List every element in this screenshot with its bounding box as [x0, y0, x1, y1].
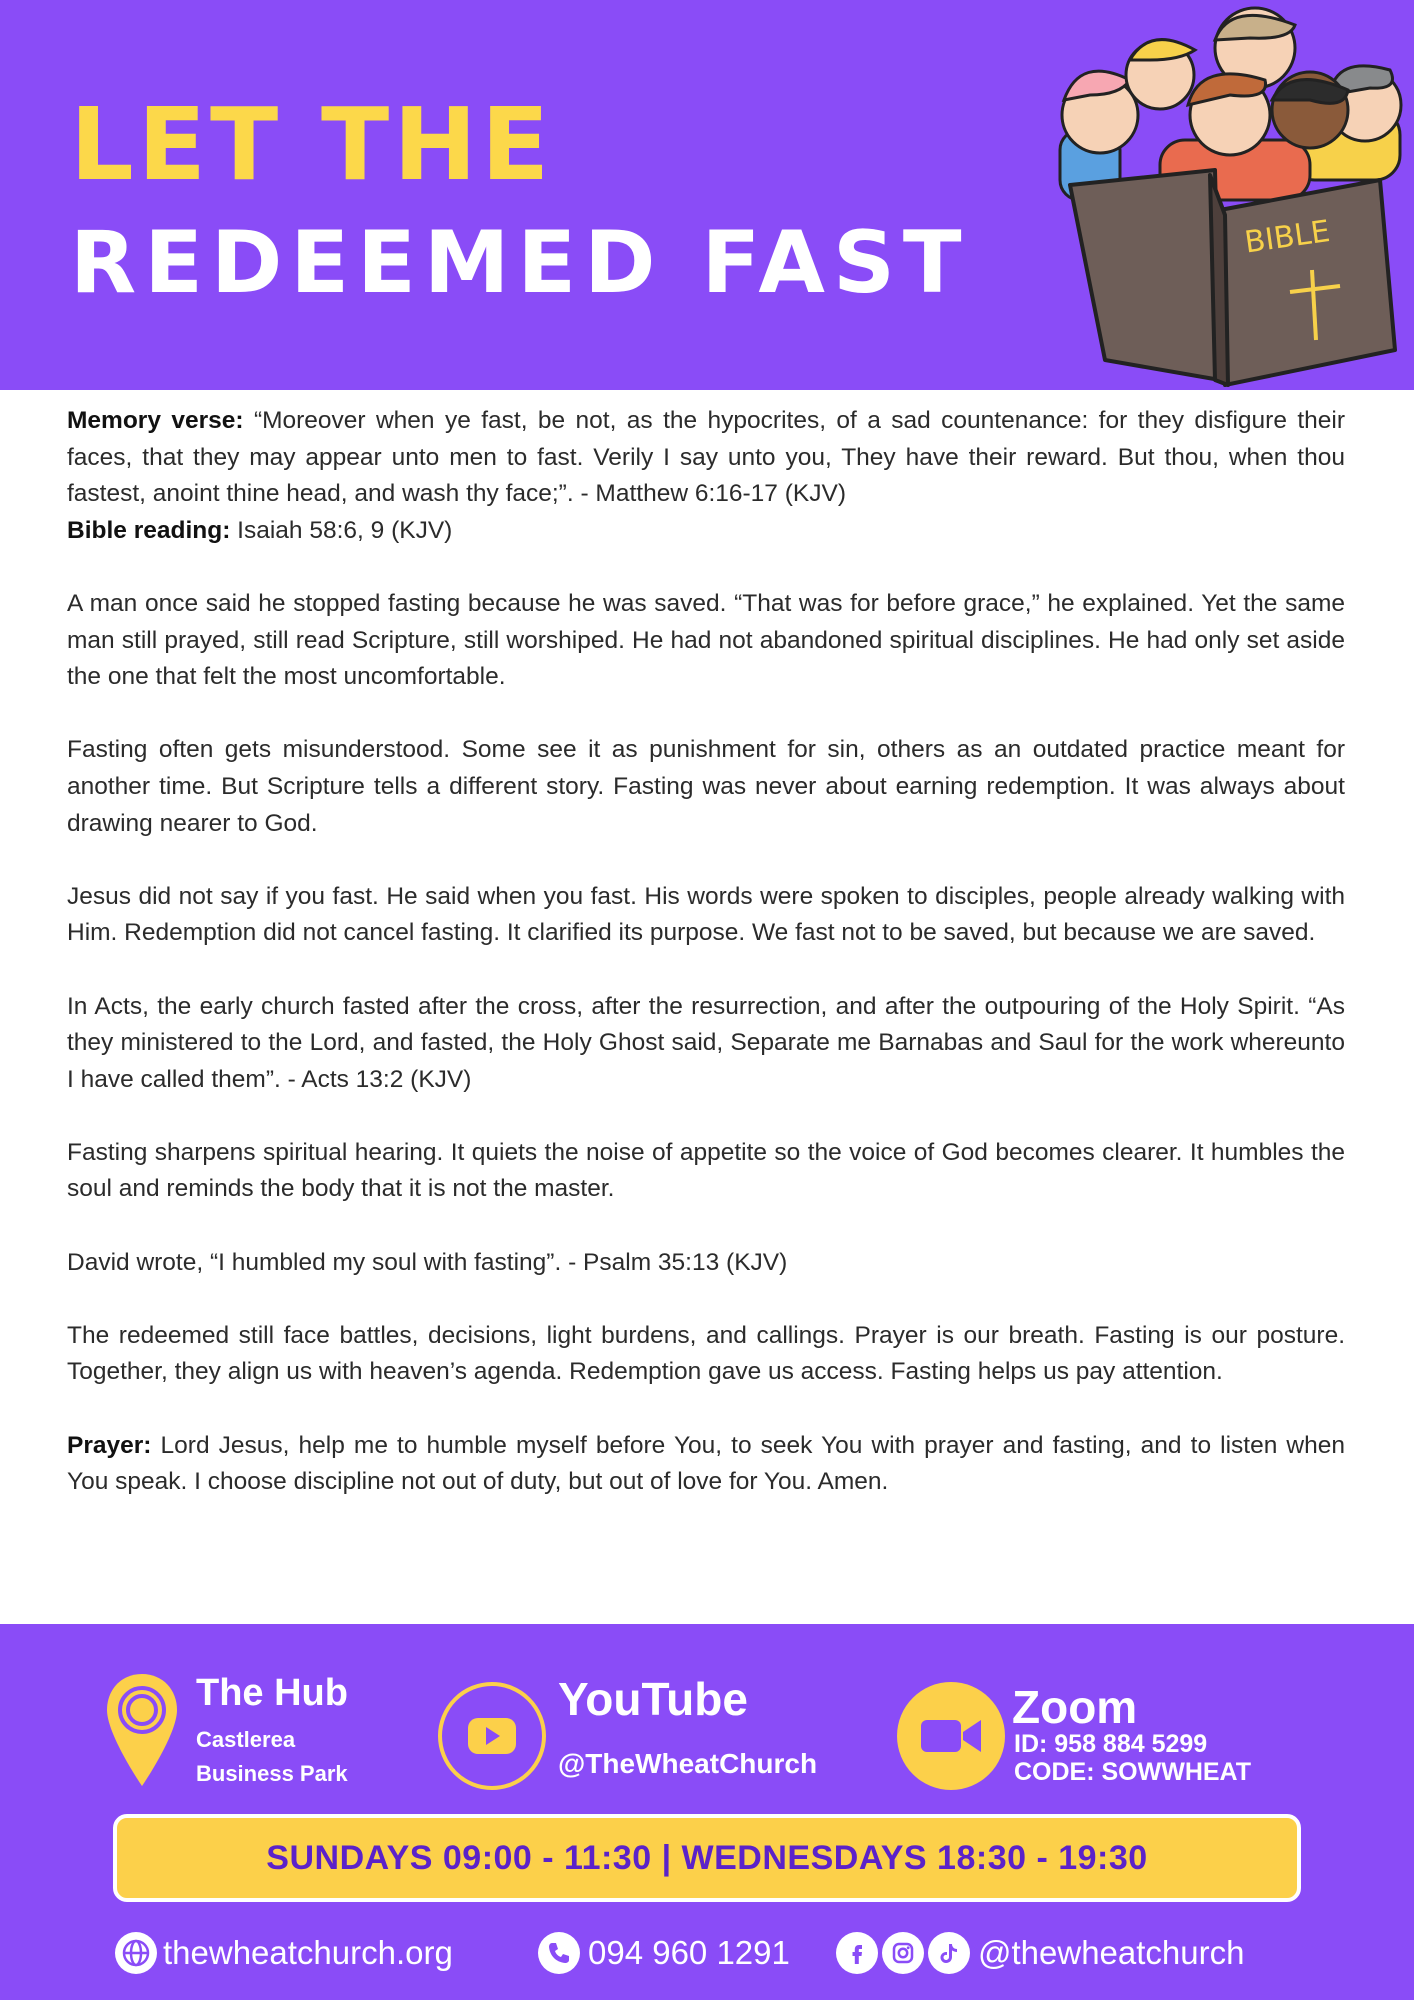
prayer-text: Lord Jesus, help me to humble myself before You, to seek You with prayer and fasting, and to listen when You speak. I choose discipline not out of duty, but out of love for You. Amen. — [67, 1431, 1345, 1496]
globe-icon — [115, 1932, 157, 1974]
hub-address-line1: Castlerea — [196, 1727, 296, 1752]
youtube-play-icon — [436, 1680, 548, 1792]
social-handle[interactable]: @thewheatchurch — [978, 1934, 1245, 1971]
phone-number[interactable]: 094 960 1291 — [588, 1934, 790, 1971]
prayer — [67, 1428, 1345, 1501]
memory-verse — [67, 403, 1345, 513]
title-line-1: LET THE — [70, 86, 554, 203]
paragraph: Fasting sharpens spiritual hearing. It quiets the noise of appetite so the voice of God becomes clearer. It humbles the soul and reminds the body that it is not the master. — [67, 1138, 1345, 1203]
website-contact[interactable] — [115, 1930, 453, 1976]
zoom-camera-icon — [895, 1680, 1007, 1792]
paragraph: David wrote, “I humbled my soul with fasting”. - Psalm 35:13 (KJV) — [67, 1248, 788, 1276]
paragraph: A man once said he stopped fasting because he was saved. “That was for before grace,” he explained. Yet the same man still prayed, still read Scripture, still worshiped. He had not abandoned spiritual disciplines. He had only set aside the one that felt the most uncomfortable. — [67, 589, 1345, 691]
children-reading-bible-illustration — [1050, 0, 1414, 390]
location-pin-icon — [103, 1670, 181, 1790]
paragraph: Fasting often gets misunderstood. Some see it as punishment for sin, others as an outdated practice meant for another time. But Scripture tells a different story. Fasting was never about earning redemption. It was always about drawing nearer to God. — [67, 736, 1345, 837]
bible-reading — [67, 513, 1345, 550]
phone-contact[interactable] — [538, 1930, 790, 1976]
bible-reading-label: Bible reading: — [67, 516, 231, 544]
memory-verse-text: “Moreover when ye fast, be not, as the hypocrites, of a sad countenance: for they disfigure their faces, that they may appear unto men to fast. Verily I say unto you, They have their reward. But thou, when thou fastest, anoint thine head, and wash thy face;”. - Matthew 6:16-17 (KJV) — [67, 407, 1345, 508]
instagram-icon[interactable] — [882, 1932, 924, 1974]
title-line-2: REDEEMED FAST — [70, 213, 970, 313]
facebook-icon[interactable] — [836, 1932, 878, 1974]
hub-title: The Hub — [196, 1672, 348, 1714]
paragraph: In Acts, the early church fasted after the cross, after the resurrection, and after the outpouring of the Holy Spirit. “As they ministered to the Lord, and fasted, the Holy Ghost said, Separate me Barnabas and Saul for the work whereunto I have called them”. - Acts 13:2 (KJV) — [67, 992, 1345, 1093]
paragraph: Jesus did not say if you fast. He said when you fast. His words were spoken to disciples, people already walking with Him. Redemption did not cancel fasting. It clarified its purpose. We fast not to be saved, but because we are saved. — [67, 882, 1345, 947]
bible-reading-text: Isaiah 58:6, 9 (KJV) — [230, 516, 453, 544]
youtube-title: YouTube — [558, 1673, 748, 1725]
website-link[interactable]: thewheatchurch.org — [163, 1934, 453, 1971]
zoom-meeting-id: ID: 958 884 5299 — [1014, 1730, 1208, 1758]
zoom-title: Zoom — [1012, 1681, 1138, 1733]
hub-address-line2: Business Park — [196, 1761, 348, 1786]
phone-icon — [538, 1932, 580, 1974]
youtube-handle[interactable]: @TheWheatChurch — [558, 1748, 818, 1779]
paragraph: The redeemed still face battles, decisions, light burdens, and callings. Prayer is our breath. Fasting is our posture. Together, they align us with heaven’s agenda. Redemption gave us access. Fasting helps us pay attention. — [67, 1321, 1345, 1386]
tiktok-icon[interactable] — [928, 1932, 970, 1974]
zoom-passcode: CODE: SOWWHEAT — [1014, 1758, 1252, 1786]
bible-label: BIBLE — [1242, 213, 1333, 261]
memory-verse-label: Memory verse: — [67, 407, 244, 434]
devotional-body — [67, 403, 1345, 1537]
social-contact[interactable] — [836, 1930, 1244, 1976]
prayer-label: Prayer: — [67, 1431, 152, 1459]
service-schedule-banner: SUNDAYS 09:00 - 11:30 | WEDNESDAYS 18:30 - 19:30 — [113, 1814, 1301, 1902]
